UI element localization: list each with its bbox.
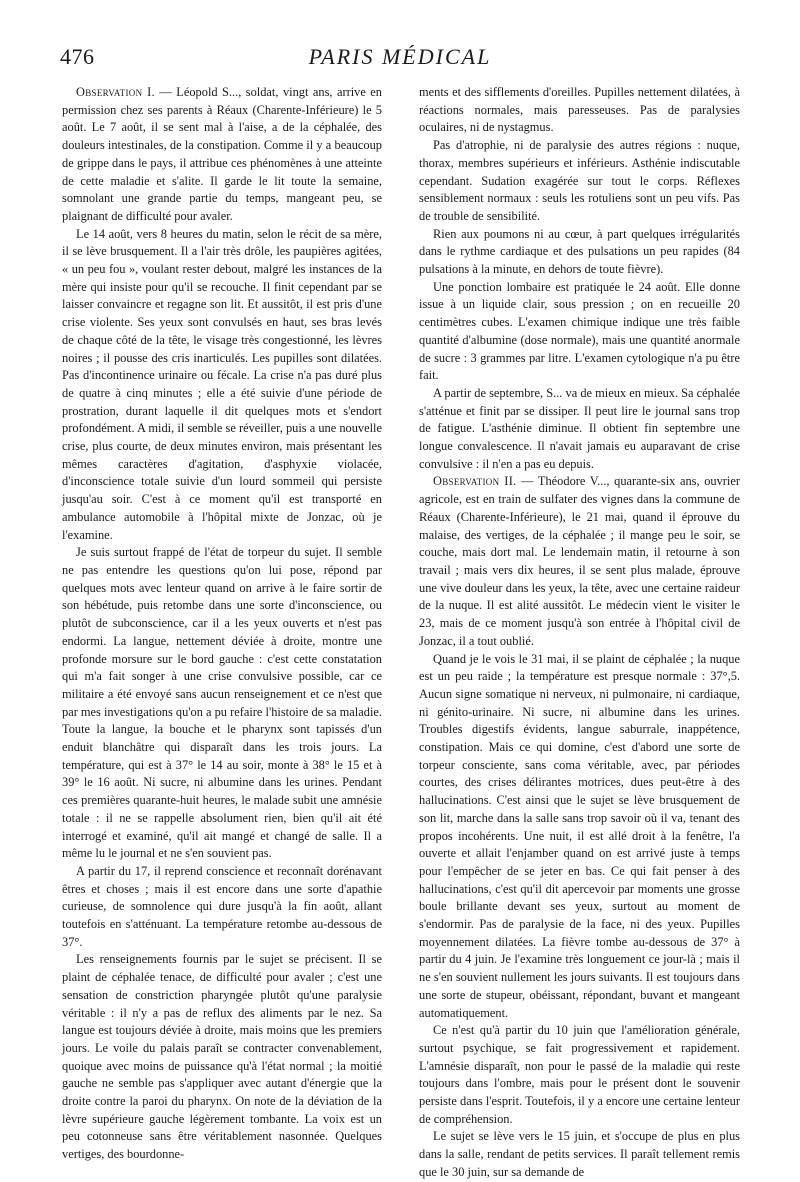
paragraph-text: ments et des sifflements d'oreilles. Pupilles nettement dilatées, à réactions normales, mais paresseuses. Pas de paralysies oculaires, ni de nystagmus.	[419, 85, 740, 135]
paragraph	[419, 473, 740, 650]
paragraph	[62, 951, 382, 1163]
paragraph-text: Je suis surtout frappé de l'état de torpeur du sujet. Il semble ne pas entendre les questions qu'on lui pose, répond par quelques mots avec lenteur quand on arrive à le faire sortir de son hébétude, puis retombe dans une sorte d'inconscience, ou plutôt de subconscience, car il a les yeux ouverts et n'est pas endormi. La langue, nettement déviée à droite, montre une profonde morsure sur le bord gauche : c'est cette constatation qui m'a fait songer à une crise convulsive possible, car ce militaire a été envoyé sans aucun renseignement et ce n'est que par mes investigations qu'on a pu refaire l'histoire de sa maladie. Toute la langue, la bouche et le pharynx sont tapissés d'un enduit blanchâtre qui disparaît dans les trois jours. La température, qui est à 37° le 14 au soir, monte à 38° le 15 et à 39° le 16 août. Ni sucre, ni albumine dans les urines. Pendant ces premières quarante-huit heures, le malade subit une amnésie totale : il ne se rappelle absolument rien, bien qu'il ait été interrogé et examiné, qu'il ait mangé et changé de salle. Il a même lu le journal et ne s'en souvient pas.	[62, 545, 382, 861]
paragraph-text: A partir de septembre, S... va de mieux en mieux. Sa céphalée s'atténue et finit par se dissiper. Il peut lire le journal sans trop de fatigue. L'asthénie diminue. Il obtient fin septembre une longue convalescence. Il n'avait jamais eu auparavant de crise convulsive : il n'en a pas eu depuis.	[419, 385, 740, 471]
paragraph-text: Pas d'atrophie, ni de paralysie des autres régions : nuque, thorax, membres supérieurs et inférieurs. Asthénie indiscutable cependant. Sudation exagérée sur tout le corps. Réflexes sensiblement normaux : seuls les rotuliens sont un peu vifs. Pas de trouble de sensibilité.	[419, 138, 740, 223]
paragraph-text: Rien aux poumons ni au cœur, à part quelques irrégularités dans le rythme cardiaque et des pulsations un peu rapides (84 pulsations à la minute, en dehors de toute fièvre).	[419, 226, 740, 277]
left-column	[62, 84, 382, 1164]
paragraph-text: Ce n'est qu'à partir du 10 juin que l'amélioration générale, surtout psychique, se fait progressivement et rapidement. L'amnésie disparaît, non pour le passé de la maladie qui reste toujours dans l'ombre, mais pour le présent dont le souvenir persiste dans l'esprit. Toutefois, il y a encore une certaine lenteur de compréhension.	[419, 1023, 740, 1126]
paragraph	[419, 137, 740, 226]
paragraph-text: A partir du 17, il reprend conscience et reconnaît dorénavant êtres et choses ; mais il est encore dans une sorte d'apathie curieuse, de somnolence qui dure jusqu'à la fin août, allant toutefois en s'atténuant. La température retombe au-dessous de 37°.	[62, 863, 382, 949]
paragraph	[62, 544, 382, 863]
right-column	[419, 84, 740, 1182]
paragraph	[419, 226, 740, 279]
paragraph-text: Quand je le vois le 31 mai, il se plaint de céphalée ; la nuque est un peu raide ; la température est presque normale : 37°,5. Aucun signe somatique ni nerveux, ni pulmonaire, ni cardiaque, ni génito-urinaire. Ni sucre, ni albumine dans les urines. Troubles digestifs évidents, langue saburrale, inappétence, constipation. Mais ce qui domine, c'est d'abord une sorte de torpeur consciente, sans coma véritable, avec, par périodes courtes, des crises délirantes motrices, dues peut-être à des hallucinations. C'est ainsi que le sujet se lève brusquement de son lit, marche dans la salle sans trop savoir où il va, tenant des propos incohérents. Une nuit, il est allé droit à la fenêtre, l'a ouverte et allait l'enjamber quand on est arrivé juste à temps pour l'empêcher de se jeter en bas. Ce qui fait penser à des hallucinations, c'est qu'il dit apercevoir par moments une grosse boule brillante devant ses yeux, surtout au moment de s'endormir. Pas de paralysie de la face, ni des yeux. Pupilles moyennement dilatées. La fièvre tombe au-dessous de 37° à partir du 4 juin. Je l'examine très longuement ce jour-là ; mais il ne s'en souvient nullement les jours suivants. Il est toujours dans une sorte de stupeur, obéissant, répondant, buvant et mangeant automatiquement.	[419, 651, 740, 1020]
paragraph-text: Le sujet se lève vers le 15 juin, et s'occupe de plus en plus dans la salle, rendant de petits services. Il paraît tellement remis que le 30 juin, sur sa demande de	[419, 1129, 740, 1179]
paragraph	[419, 385, 740, 474]
paragraph-text: Une ponction lombaire est pratiquée le 24 août. Elle donne issue à un liquide clair, sous pression ; on en recueille 20 centimètres cubes. L'examen chimique indique une très faible quantité d'albumine (dose normale), mais une quantité anormale de sucre : 3 grammes par litre. L'examen cytologique n'a pu être fait.	[419, 279, 740, 383]
page-number: 476	[60, 44, 95, 69]
paragraph	[419, 84, 740, 137]
observation-heading: Observation II.	[433, 474, 517, 489]
paragraph	[62, 226, 382, 545]
observation-heading: Observation I.	[76, 85, 155, 99]
paragraph-text: Le 14 août, vers 8 heures du matin, selon le récit de sa mère, il se lève brusquement. Il a l'air très drôle, les paupières agitées, « un peu fou », voulant rester debout, malgré les instances de la mère qui insiste pour qu'il se recouche. Il finit cependant par se laisser convaincre et regagne son lit. Et aussitôt, il est pris d'une crise violente. Ses yeux sont convulsés en haut, ses bras levés de chaque côté de la tête, le visage très congestionné, les lèvres noires ; il pousse des cris inarticulés. Les pupilles sont dilatées. Pas d'incontinence urinaire ou fécale. La crise n'a pas duré plus de quatre à cinq minutes ; elle a été suivie d'une période de prostration, durant laquelle il dit quelques mots et s'endort profondément. A midi, il semble se réveiller, puis a une nouvelle crise, plus courte, de deux minutes environ, mais présentant les mêmes caractères d'agitation, d'asphyxie violacée, d'inconscience totale suivie d'un lourd sommeil qui persiste jusqu'au soir. C'est à ce moment qu'il est transporté en ambulance automobile à l'hôpital mixte de Jonzac, où je l'examine.	[62, 226, 382, 542]
paragraph	[419, 651, 740, 1023]
paragraph	[419, 279, 740, 385]
paragraph	[62, 863, 382, 952]
paragraph-text: — Léopold S..., soldat, vingt ans, arrive en permission chez ses parents à Réaux (Charente-Inférieure) le 5 août. Le 7 août, il se sent mal à l'aise, a de la céphalée, des douleurs intestinales, de la constipation. Comme il y a beaucoup de grippe dans le pays, il attribue ces phénomènes à une atteinte de cette maladie et s'alite. Il garde le lit toute la semaine, somnolant une grande partie du temps, mangeant peu, se plaignant de difficulté pour avaler.	[62, 85, 382, 223]
paragraph	[419, 1022, 740, 1128]
paragraph-text: Les renseignements fournis par le sujet se précisent. Il se plaint de céphalée tenace, de difficulté pour avaler ; c'est une sensation de constriction pharyngée plutôt qu'une paralysie véritable : il n'y a pas de reflux des aliments par le nez. Sa langue est toujours déviée à droite, mais moins que les premiers jours. Le voile du palais paraît se contracter convenablement, quoique avec moins de puissance qu'à l'état normal ; la moitié gauche ne semble pas s'appliquer avec autant d'énergie que la droite contre la paroi du pharynx. On note de la déviation de la lèvre supérieure gauche légèrement tombante. La voix est un peu cotonneuse sans être véritablement nasonnée. Quelques vertiges, des bourdonne-	[62, 952, 382, 1162]
paragraph	[62, 84, 382, 226]
paragraph	[419, 1128, 740, 1181]
paragraph-text: — Théodore V..., quarante-six ans, ouvrier agricole, est en train de sulfater des vignes dans la commune de Réaux (Charente-Inférieure), le 21 mai, quand il éprouve du malaise, des vertiges, de la céphalée ; il mange peu le soir, se couche, mais dort mal. Le lendemain matin, il retourne à son travail ; mais vers dix heures, il se sent plus malade, éprouve une vive douleur dans les yeux, la tête, avec une certaine raideur de la nuque. Il est alité aussitôt. Le médecin vient le visiter le 23, mais de ce moment jusqu'à son entrée à l'hôpital civil de Jonzac, il a tout oublié.	[419, 474, 740, 648]
running-title: PARIS MÉDICAL	[308, 44, 492, 69]
